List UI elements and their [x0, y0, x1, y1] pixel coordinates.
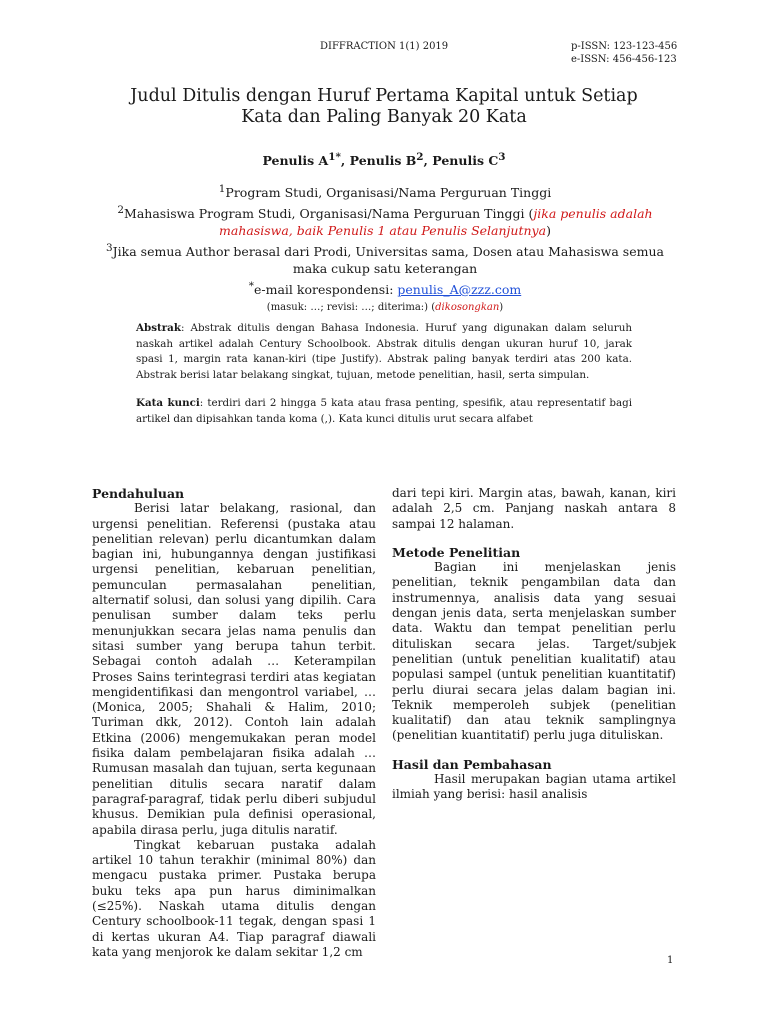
intro-paragraph-1: Berisi latar belakang, rasional, dan urgensi penelitian. Referensi (pustaka atau penelitian relevan) perlu dicantumkan dalam bagian ini, hubungannya dengan justifikasi urgensi penelitian, kebaruan penelitian, pemunculan permasalahan penelitian, alternatif solusi, dan solusi yang dipilih. Cara penulisan sumber dalam teks perlu menunjukkan secara jelas nama penulis dan sitasi sumber yang berupa tahun terbit. Sebagai contoh adalah … Keterampilan Proses Sains terintegrasi terdiri atas kegiatan mengidentifikasi dan mengontrol variabel, … (Monica, 2005; Shahali & Halim, 2010; Turiman dkk, 2012). Contoh lain adalah Etkina (2006) mengemukakan peran model fisika dalam pembelajaran fisika adalah … Rumusan masalah dan tujuan, serta kegunaan penelitian ditulis secara naratif dalam paragraf-paragraf, tidak perlu diberi subjudul khusus. Demikian pula definisi operasional, apabila dirasa perlu, juga ditulis naratif.	[92, 501, 376, 837]
affiliation-2-sup: 2	[117, 203, 125, 216]
dates-text: (masuk: …; revisi: …; diterima:) (	[266, 301, 436, 313]
author-b-sup: 2	[416, 151, 424, 163]
paper-title	[80, 86, 688, 128]
email-sup: *	[248, 279, 254, 292]
right-column	[392, 486, 676, 803]
author-a: Penulis A	[262, 153, 329, 169]
issn-block	[571, 40, 677, 66]
submission-dates	[100, 299, 670, 317]
page-number: 1	[667, 955, 674, 966]
results-heading: Hasil dan Pembahasan	[392, 756, 552, 772]
author-sep-2: ,	[423, 153, 433, 169]
left-column	[92, 486, 376, 960]
author-a-sup: 1*	[328, 151, 341, 163]
email-link[interactable]: penulis_A@zzz.com	[397, 282, 522, 298]
dates-end: )	[499, 301, 504, 313]
affiliation-1-sup: 1	[218, 183, 226, 195]
email-label: e-mail korespondensi:	[253, 282, 398, 298]
abstract-text: : Abstrak ditulis dengan Bahasa Indonesia. Huruf yang digunakan dalam seluruh naskah artikel adalah Century Schoolbook. Abstrak ditulis dengan ukuran huruf 10, jarak spasi 1, margin rata kanan-kiri (tipe Justify). Abstrak paling banyak terdiri atas 200 kata. Abstrak berisi latar belakang singkat, tujuan, metode penelitian, hasil, serta simpulan.	[136, 322, 632, 381]
method-paragraph-1: Bagian ini menjelaskan jenis penelitian, teknik pengambilan data dan instrumennya, analisis data yang sesuai dengan jenis data, serta menjelaskan sumber data. Waktu dan tempat penelitian perlu dituliskan secara jelas. Target/subjek penelitian (untuk penelitian kualitatif) atau populasi sampel (untuk penelitian kuantitatif) perlu diurai secara jelas dalam bagian ini. Teknik memperoleh subjek (penelitian kualitatif) dan atau teknik samplingnya (penelitian kuantitatif) perlu juga dituliskan.	[392, 560, 676, 743]
abstract-paragraph	[136, 321, 632, 383]
abstract-label: Abstrak	[136, 322, 181, 334]
affiliation-1	[100, 181, 670, 202]
affiliation-2	[100, 202, 670, 240]
author-c-sup: 3	[498, 151, 506, 163]
method-heading: Metode Penelitian	[392, 544, 521, 560]
dates-note: dikosongkan	[435, 301, 500, 313]
author-b: Penulis B	[349, 153, 417, 169]
results-paragraph-1: Hasil merupakan bagian utama artikel ilmiah yang berisi: hasil analisis	[392, 772, 676, 802]
intro-paragraph-2-continued: dari tepi kiri. Margin atas, bawah, kanan, kiri adalah 2,5 cm. Panjang naskah antara 8 sampai 12 halaman.	[392, 486, 676, 531]
affiliation-3-sup: 3	[106, 241, 113, 254]
affiliation-2-text: Mahasiswa Program Studi, Organisasi/Nama Perguruan Tinggi (	[124, 205, 534, 221]
electronic-issn: e-ISSN: 456-456-123	[571, 54, 677, 65]
affiliation-2-end: )	[546, 223, 551, 239]
journal-name: DIFFRACTION 1(1) 2019	[320, 41, 449, 52]
author-list	[0, 149, 768, 169]
keywords-paragraph	[136, 396, 632, 427]
correspondence-email	[100, 278, 670, 299]
affiliation-3-text: Jika semua Author berasal dari Prodi, Universitas sama, Dosen atau Mahasiswa semua maka cukup satu keterangan	[112, 243, 664, 277]
intro-heading: Pendahuluan	[92, 486, 185, 501]
keywords-text: : terdiri dari 2 hingga 5 kata atau frasa penting, spesifik, atau representatif bagi artikel dan dipisahkan tanda koma (,). Kata kunci ditulis urut secara alfabet	[136, 397, 632, 425]
keywords-label: Kata kunci	[136, 397, 200, 409]
author-sep-1: ,	[340, 153, 350, 169]
print-issn: p-ISSN: 123-123-456	[571, 41, 678, 52]
title-line-1: Judul Ditulis dengan Huruf Pertama Kapital untuk Setiap	[130, 86, 638, 106]
intro-paragraph-2: Tingkat kebaruan pustaka adalah artikel 10 tahun terakhir (minimal 80%) dan mengacu pustaka primer. Pustaka berupa buku teks apa pun harus diminimalkan (≤25%). Naskah utama ditulis dengan Century schoolbook-11 tegak, dengan spasi 1 di kertas ukuran A4. Tiap paragraf diawali kata yang menjorok ke dalam sekitar 1,2 cm	[92, 837, 376, 959]
abstract-block	[136, 321, 632, 440]
affiliations	[100, 181, 670, 316]
affiliation-3	[100, 240, 670, 278]
journal-header	[320, 40, 448, 53]
affiliation-2-note: jika penulis adalah mahasiswa, baik Penulis 1 atau Penulis Selanjutnya	[219, 205, 653, 239]
title-line-2: Kata dan Paling Banyak 20 Kata	[241, 107, 527, 127]
author-c: Penulis C	[432, 153, 499, 169]
affiliation-1-text: Program Studi, Organisasi/Nama Perguruan Tinggi	[225, 185, 552, 201]
